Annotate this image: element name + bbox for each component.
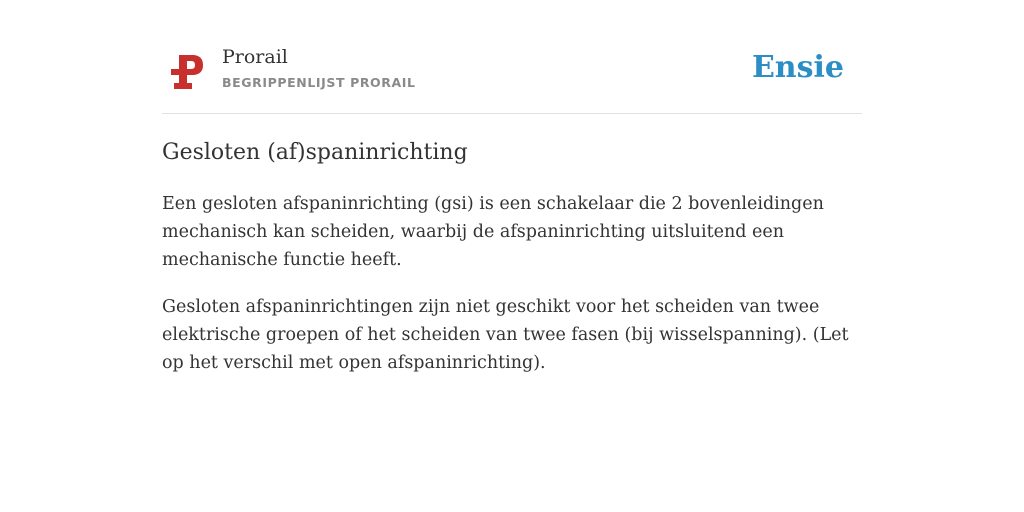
prorail-logo-icon[interactable] xyxy=(170,53,204,91)
definition-paragraph-1: Een gesloten afspaninrichting (gsi) is een schakelaar die 2 bovenleidingen mechanisch kan scheiden, waarbij de afspaninrichting uitsluitend een mechanische functie heeft. xyxy=(162,194,824,270)
brand-name[interactable]: Prorail xyxy=(222,46,288,68)
definition-card xyxy=(162,40,862,377)
header xyxy=(162,40,862,114)
brand-subtitle[interactable]: BEGRIPPENLIJST PRORAIL xyxy=(222,75,416,90)
page-title: Gesloten (af)spaninrichting xyxy=(162,140,468,165)
ensie-logo-link[interactable]: Ensie xyxy=(751,50,844,85)
definition-paragraph-2: Gesloten afspaninrichtingen zijn niet geschikt voor het scheiden van twee elektrische groepen of het scheiden van twee fasen (bij wisselspanning). (Let op het verschil met open afspaninrichting). xyxy=(162,297,849,373)
